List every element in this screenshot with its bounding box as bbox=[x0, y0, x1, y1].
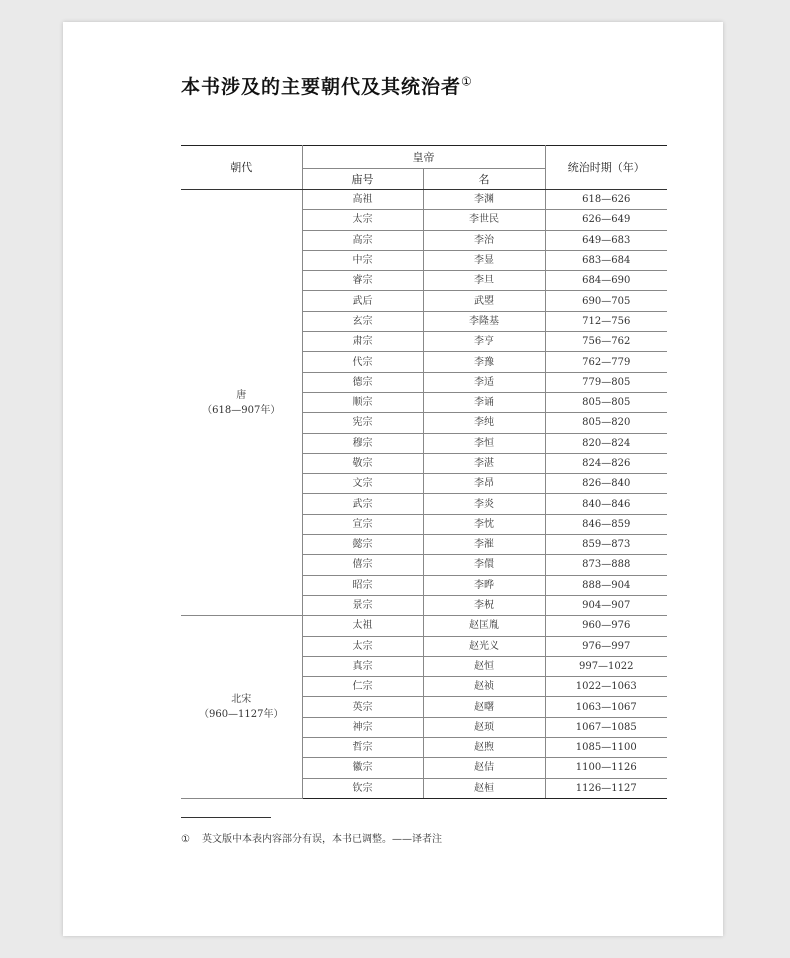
reign-cell: 712—756 bbox=[545, 311, 667, 331]
name-cell: 李豫 bbox=[423, 352, 545, 372]
name-cell: 赵光义 bbox=[423, 636, 545, 656]
temple-name-cell: 昭宗 bbox=[302, 575, 423, 595]
reign-cell: 805—820 bbox=[545, 413, 667, 433]
reign-cell: 1067—1085 bbox=[545, 717, 667, 737]
header-emperor: 皇帝 bbox=[302, 146, 545, 169]
name-cell: 李儇 bbox=[423, 555, 545, 575]
temple-name-cell: 玄宗 bbox=[302, 311, 423, 331]
header-reign: 统治时期（年） bbox=[545, 146, 667, 190]
name-cell: 李渊 bbox=[423, 190, 545, 210]
reign-cell: 846—859 bbox=[545, 514, 667, 534]
dynasty-name: 唐 bbox=[236, 389, 247, 401]
temple-name-cell: 太祖 bbox=[302, 616, 423, 636]
reign-cell: 859—873 bbox=[545, 535, 667, 555]
temple-name-cell: 中宗 bbox=[302, 250, 423, 270]
temple-name-cell: 真宗 bbox=[302, 656, 423, 676]
title-footnote-mark: ① bbox=[461, 74, 473, 89]
footnote-divider bbox=[181, 817, 271, 818]
name-cell: 赵佶 bbox=[423, 758, 545, 778]
name-cell: 李旦 bbox=[423, 271, 545, 291]
temple-name-cell: 景宗 bbox=[302, 595, 423, 615]
reign-cell: 1085—1100 bbox=[545, 738, 667, 758]
name-cell: 赵顼 bbox=[423, 717, 545, 737]
name-cell: 李湛 bbox=[423, 453, 545, 473]
dynasty-cell bbox=[181, 616, 302, 799]
book-page bbox=[63, 22, 723, 936]
name-cell: 李适 bbox=[423, 372, 545, 392]
reign-cell: 976—997 bbox=[545, 636, 667, 656]
reign-cell: 824—826 bbox=[545, 453, 667, 473]
table-row bbox=[181, 190, 667, 210]
reign-cell: 684—690 bbox=[545, 271, 667, 291]
name-cell: 李诵 bbox=[423, 392, 545, 412]
temple-name-cell: 睿宗 bbox=[302, 271, 423, 291]
page-title bbox=[181, 72, 473, 99]
name-cell: 武曌 bbox=[423, 291, 545, 311]
reign-cell: 1126—1127 bbox=[545, 778, 667, 798]
temple-name-cell: 僖宗 bbox=[302, 555, 423, 575]
temple-name-cell: 仁宗 bbox=[302, 677, 423, 697]
name-cell: 李漼 bbox=[423, 535, 545, 555]
reign-cell: 618—626 bbox=[545, 190, 667, 210]
reign-cell: 1100—1126 bbox=[545, 758, 667, 778]
name-cell: 李晔 bbox=[423, 575, 545, 595]
name-cell: 李忱 bbox=[423, 514, 545, 534]
reign-cell: 756—762 bbox=[545, 332, 667, 352]
name-cell: 赵恒 bbox=[423, 656, 545, 676]
temple-name-cell: 宣宗 bbox=[302, 514, 423, 534]
reign-cell: 873—888 bbox=[545, 555, 667, 575]
name-cell: 李昂 bbox=[423, 474, 545, 494]
header-dynasty: 朝代 bbox=[181, 146, 302, 190]
reign-cell: 960—976 bbox=[545, 616, 667, 636]
temple-name-cell: 穆宗 bbox=[302, 433, 423, 453]
reign-cell: 649—683 bbox=[545, 230, 667, 250]
dynasty-rulers-table bbox=[181, 145, 667, 799]
temple-name-cell: 武后 bbox=[302, 291, 423, 311]
temple-name-cell: 高宗 bbox=[302, 230, 423, 250]
dynasty-cell bbox=[181, 190, 302, 616]
temple-name-cell: 神宗 bbox=[302, 717, 423, 737]
reign-cell: 904—907 bbox=[545, 595, 667, 615]
reign-cell: 683—684 bbox=[545, 250, 667, 270]
name-cell: 李世民 bbox=[423, 210, 545, 230]
reign-cell: 626—649 bbox=[545, 210, 667, 230]
name-cell: 赵桓 bbox=[423, 778, 545, 798]
temple-name-cell: 武宗 bbox=[302, 494, 423, 514]
dynasty-period: （960—1127年） bbox=[198, 709, 284, 721]
temple-name-cell: 太宗 bbox=[302, 636, 423, 656]
reign-cell: 888—904 bbox=[545, 575, 667, 595]
name-cell: 赵祯 bbox=[423, 677, 545, 697]
temple-name-cell: 代宗 bbox=[302, 352, 423, 372]
reign-cell: 690—705 bbox=[545, 291, 667, 311]
reign-cell: 805—805 bbox=[545, 392, 667, 412]
name-cell: 李柷 bbox=[423, 595, 545, 615]
name-cell: 李炎 bbox=[423, 494, 545, 514]
temple-name-cell: 文宗 bbox=[302, 474, 423, 494]
temple-name-cell: 敬宗 bbox=[302, 453, 423, 473]
name-cell: 李亨 bbox=[423, 332, 545, 352]
table-body bbox=[181, 190, 667, 799]
temple-name-cell: 徽宗 bbox=[302, 758, 423, 778]
footnote-text: 英文版中本表内容部分有误，本书已调整。——译者注 bbox=[201, 834, 442, 845]
name-cell: 李恒 bbox=[423, 433, 545, 453]
temple-name-cell: 懿宗 bbox=[302, 535, 423, 555]
temple-name-cell: 德宗 bbox=[302, 372, 423, 392]
reign-cell: 826—840 bbox=[545, 474, 667, 494]
temple-name-cell: 顺宗 bbox=[302, 392, 423, 412]
name-cell: 李隆基 bbox=[423, 311, 545, 331]
footnote-mark: ① bbox=[181, 834, 190, 845]
reign-cell: 779—805 bbox=[545, 372, 667, 392]
reign-cell: 820—824 bbox=[545, 433, 667, 453]
temple-name-cell: 肃宗 bbox=[302, 332, 423, 352]
header-name: 名 bbox=[423, 169, 545, 190]
name-cell: 李显 bbox=[423, 250, 545, 270]
name-cell: 赵煦 bbox=[423, 738, 545, 758]
reign-cell: 1063—1067 bbox=[545, 697, 667, 717]
reign-cell: 1022—1063 bbox=[545, 677, 667, 697]
temple-name-cell: 宪宗 bbox=[302, 413, 423, 433]
reign-cell: 840—846 bbox=[545, 494, 667, 514]
name-cell: 李纯 bbox=[423, 413, 545, 433]
footnote bbox=[181, 830, 442, 845]
name-cell: 赵匡胤 bbox=[423, 616, 545, 636]
reign-cell: 762—779 bbox=[545, 352, 667, 372]
name-cell: 李治 bbox=[423, 230, 545, 250]
dynasty-name: 北宋 bbox=[231, 694, 252, 706]
header-temple-name: 庙号 bbox=[302, 169, 423, 190]
reign-cell: 997—1022 bbox=[545, 656, 667, 676]
dynasty-period: （618—907年） bbox=[202, 404, 281, 416]
temple-name-cell: 哲宗 bbox=[302, 738, 423, 758]
temple-name-cell: 太宗 bbox=[302, 210, 423, 230]
temple-name-cell: 高祖 bbox=[302, 190, 423, 210]
table-row bbox=[181, 616, 667, 636]
title-text: 本书涉及的主要朝代及其统治者 bbox=[181, 76, 462, 98]
name-cell: 赵曙 bbox=[423, 697, 545, 717]
temple-name-cell: 钦宗 bbox=[302, 778, 423, 798]
temple-name-cell: 英宗 bbox=[302, 697, 423, 717]
